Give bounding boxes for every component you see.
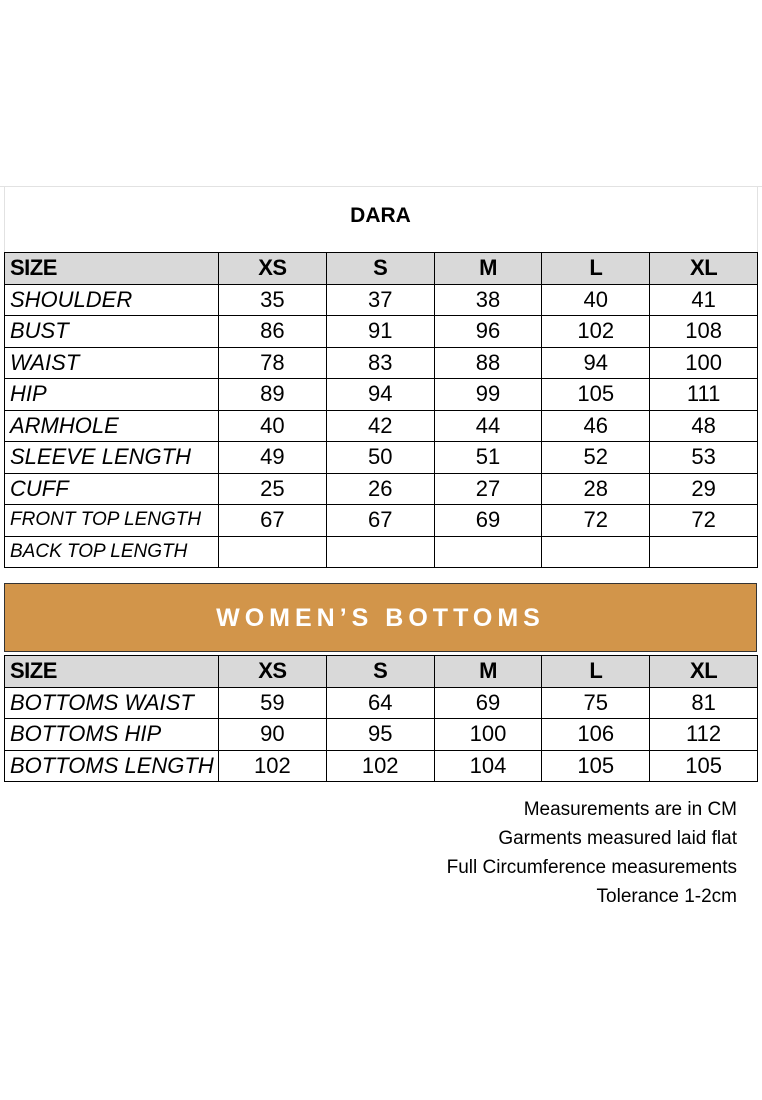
chart-title: DARA — [350, 204, 411, 227]
measurement-cell: 106 — [542, 719, 650, 751]
header-cell: XL — [650, 656, 758, 688]
row-label: ARMHOLE — [5, 410, 219, 442]
table-row — [5, 442, 758, 474]
table-row — [5, 379, 758, 411]
table-row — [5, 410, 758, 442]
measurement-cell: 25 — [219, 473, 327, 505]
measurement-cell — [326, 536, 434, 568]
measurement-cell: 69 — [434, 687, 542, 719]
measurement-cell: 27 — [434, 473, 542, 505]
measurement-cell: 99 — [434, 379, 542, 411]
row-label: BOTTOMS WAIST — [5, 687, 219, 719]
row-label: HIP — [5, 379, 219, 411]
measurement-cell: 100 — [434, 719, 542, 751]
measurement-cell: 40 — [219, 410, 327, 442]
measurement-cell: 40 — [542, 284, 650, 316]
measurement-cell: 50 — [326, 442, 434, 474]
measurement-cell: 105 — [542, 750, 650, 782]
measurement-cell — [219, 536, 327, 568]
measurement-cell: 51 — [434, 442, 542, 474]
row-label: BOTTOMS HIP — [5, 719, 219, 751]
measurement-cell: 105 — [542, 379, 650, 411]
gridline — [0, 186, 762, 187]
header-cell: S — [326, 253, 434, 285]
header-cell: XS — [219, 253, 327, 285]
table-row — [5, 536, 758, 568]
header-row — [5, 253, 758, 285]
note: Garments measured laid flat — [498, 828, 737, 849]
measurement-cell: 67 — [219, 505, 327, 537]
measurement-cell: 108 — [650, 316, 758, 348]
row-label: SHOULDER — [5, 284, 219, 316]
notes — [447, 795, 737, 911]
header-cell: L — [542, 656, 650, 688]
measurement-cell: 52 — [542, 442, 650, 474]
table-row — [5, 750, 758, 782]
measurement-cell: 48 — [650, 410, 758, 442]
table-row — [5, 284, 758, 316]
measurement-cell: 86 — [219, 316, 327, 348]
measurement-cell: 88 — [434, 347, 542, 379]
measurement-cell: 26 — [326, 473, 434, 505]
table-row — [5, 316, 758, 348]
measurement-cell: 81 — [650, 687, 758, 719]
measurement-cell: 42 — [326, 410, 434, 442]
table-row — [5, 473, 758, 505]
measurement-cell: 72 — [542, 505, 650, 537]
header-cell: M — [434, 656, 542, 688]
table-row — [5, 719, 758, 751]
measurement-cell: 90 — [219, 719, 327, 751]
note: Measurements are in CM — [523, 799, 737, 820]
measurement-cell — [542, 536, 650, 568]
measurement-cell: 83 — [326, 347, 434, 379]
measurement-cell: 69 — [434, 505, 542, 537]
measurement-cell: 49 — [219, 442, 327, 474]
row-label: BOTTOMS LENGTH — [5, 750, 219, 782]
row-label: CUFF — [5, 473, 219, 505]
measurement-cell: 75 — [542, 687, 650, 719]
note: Tolerance 1-2cm — [596, 886, 737, 907]
table-row — [5, 347, 758, 379]
header-cell: XL — [650, 253, 758, 285]
measurement-cell: 111 — [650, 379, 758, 411]
row-label: WAIST — [5, 347, 219, 379]
measurement-cell: 94 — [542, 347, 650, 379]
measurement-cell: 89 — [219, 379, 327, 411]
measurement-cell: 104 — [434, 750, 542, 782]
measurement-cell: 102 — [219, 750, 327, 782]
measurement-cell: 53 — [650, 442, 758, 474]
bottoms-size-table — [4, 655, 758, 782]
measurement-cell: 67 — [326, 505, 434, 537]
measurement-cell: 28 — [542, 473, 650, 505]
row-label: SLEEVE LENGTH — [5, 442, 219, 474]
measurement-cell: 91 — [326, 316, 434, 348]
table-row — [5, 505, 758, 537]
table-row — [5, 687, 758, 719]
measurement-cell: 94 — [326, 379, 434, 411]
measurement-cell: 102 — [542, 316, 650, 348]
measurement-cell: 41 — [650, 284, 758, 316]
measurement-cell: 95 — [326, 719, 434, 751]
measurement-cell: 38 — [434, 284, 542, 316]
measurement-cell: 102 — [326, 750, 434, 782]
measurement-cell: 72 — [650, 505, 758, 537]
header-cell: M — [434, 253, 542, 285]
tops-size-table — [4, 252, 758, 568]
header-cell: S — [326, 656, 434, 688]
gridline — [757, 186, 758, 252]
womens-bottoms-banner: WOMEN’S BOTTOMS — [4, 583, 757, 652]
measurement-cell: 46 — [542, 410, 650, 442]
header-cell: XS — [219, 656, 327, 688]
header-row — [5, 656, 758, 688]
row-label: BUST — [5, 316, 219, 348]
measurement-cell: 96 — [434, 316, 542, 348]
measurement-cell: 78 — [219, 347, 327, 379]
measurement-cell: 44 — [434, 410, 542, 442]
measurement-cell: 59 — [219, 687, 327, 719]
measurement-cell: 35 — [219, 284, 327, 316]
measurement-cell — [650, 536, 758, 568]
row-label: BACK TOP LENGTH — [5, 536, 219, 568]
measurement-cell: 105 — [650, 750, 758, 782]
note: Full Circumference measurements — [446, 857, 737, 878]
measurement-cell: 37 — [326, 284, 434, 316]
measurement-cell: 64 — [326, 687, 434, 719]
measurement-cell: 112 — [650, 719, 758, 751]
header-cell: SIZE — [5, 656, 219, 688]
measurement-cell: 29 — [650, 473, 758, 505]
header-cell: L — [542, 253, 650, 285]
measurement-cell: 100 — [650, 347, 758, 379]
row-label: FRONT TOP LENGTH — [5, 505, 219, 537]
measurement-cell — [434, 536, 542, 568]
header-cell: SIZE — [5, 253, 219, 285]
